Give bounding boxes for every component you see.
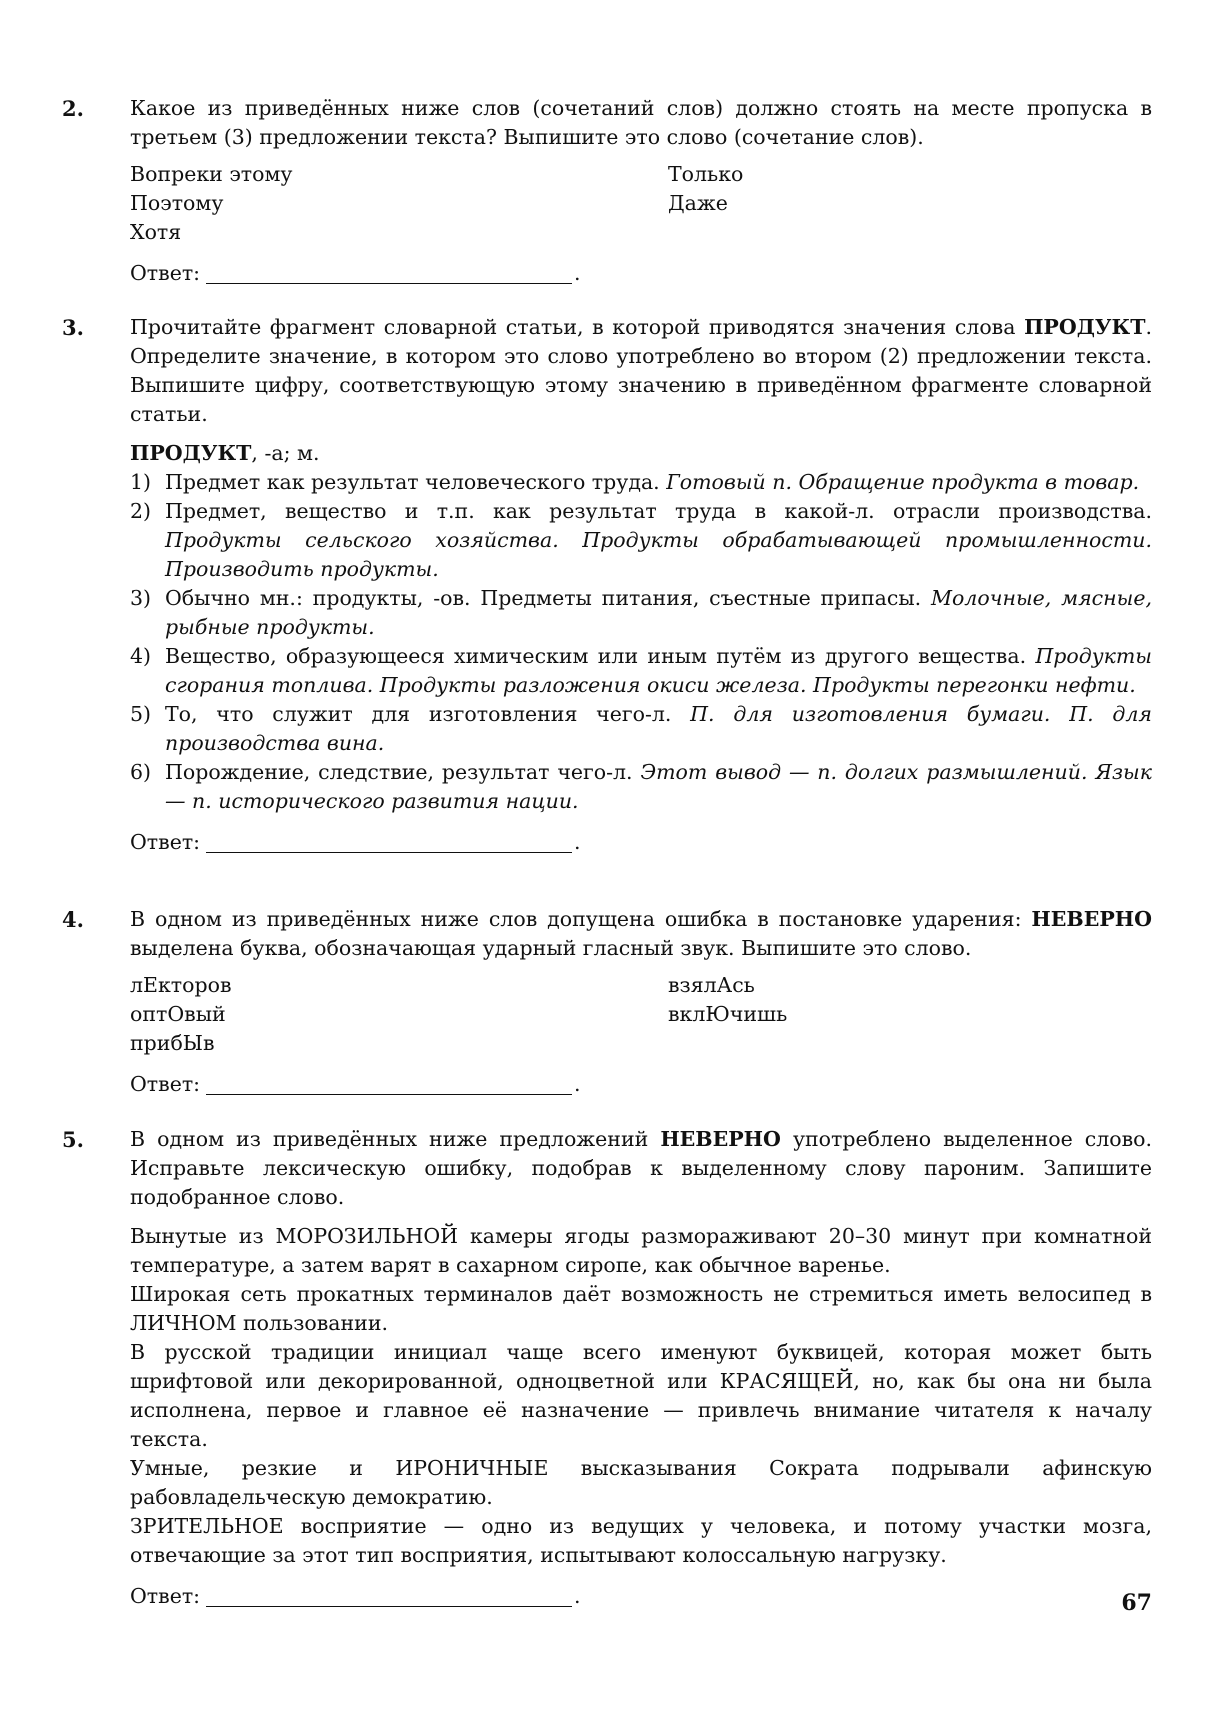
task-question: Какое из приведённых ниже слов (сочетаний слов) должно стоять на месте пропуска в третьем (3) предложении текста? Выпишите это слово (сочетание слов). (130, 96, 1152, 149)
answer-line[interactable] (206, 1606, 572, 1607)
sentence: Умные, резкие и ИРОНИЧНЫЕ высказывания Сократа подрывали афинскую рабовладельческую демократию. (130, 1456, 1152, 1509)
answer-line[interactable] (206, 1094, 572, 1095)
answer-field[interactable]: Ответ: . (130, 1072, 581, 1096)
answer-label: Ответ: (130, 261, 201, 285)
answer-label: Ответ: (130, 1584, 201, 1608)
option: вклЮчишь (668, 1002, 788, 1026)
answer-line[interactable] (206, 283, 572, 284)
task-question: В одном из приведённых ниже слов допущена ошибка в постановке ударения: НЕВЕРНО выделена буква, обозначающая ударный гласный звук. Выпишите это слово. (130, 907, 1152, 960)
answer-label: Ответ: (130, 830, 201, 854)
option: Хотя (130, 220, 182, 244)
definition-item: 3) Обычно мн.: продукты, -ов. Предметы питания, съестные припасы. Молочные, мясные, рыбные продукты. (130, 586, 1152, 639)
option: Поэтому (130, 191, 224, 215)
option: Вопреки этому (130, 162, 293, 186)
sentence: Широкая сеть прокатных терминалов даёт возможность не стремиться иметь велосипед в ЛИЧНОМ пользовании. (130, 1282, 1152, 1335)
page-number: 67 (1121, 1590, 1152, 1616)
answer-field[interactable]: Ответ: . (130, 1584, 581, 1608)
sentence: В русской традиции инициал чаще всего именуют буквицей, которая может быть шрифтовой или декорированной, одноцветной или КРАСЯЩЕЙ, но, как бы она ни была исполнена, первое и главное её назначение — привлечь внимание читателя к началу текста. (130, 1340, 1152, 1451)
options-list (130, 160, 1152, 247)
answer-label: Ответ: (130, 1072, 201, 1096)
option: прибЫв (130, 1031, 215, 1055)
sentence: Вынутые из МОРОЗИЛЬНОЙ камеры ягоды размораживают 20–30 минут при комнатной температуре, а затем варят в сахарном сиропе, как обычное варенье. (130, 1224, 1152, 1277)
definition-item: 6) Порождение, следствие, результат чего-л. Этот вывод — п. долгих размышлений. Язык — п. исторического развития нации. (130, 760, 1152, 813)
definition-item: 4) Вещество, образующееся химическим или иным путём из другого вещества. Продукты сгорания топлива. Продукты разложения окиси железа. Продукты перегонки нефти. (130, 644, 1152, 697)
definition-item: 1) Предмет как результат человеческого труда. Готовый п. Обращение продукта в товар. (130, 470, 1140, 494)
task-question: В одном из приведённых ниже предложений НЕВЕРНО употреблено выделенное слово. Исправьте лексическую ошибку, подобрав к выделенному слову пароним. Запишите подобранное слово. (130, 1127, 1152, 1209)
option: лЕкторов (130, 973, 232, 997)
sentence: ЗРИТЕЛЬНОЕ восприятие — одно из ведущих у человека, и потому участки мозга, отвечающие за этот тип восприятия, испытывают колоссальную нагрузку. (130, 1514, 1152, 1567)
options-list (130, 971, 1152, 1058)
task-number: 2. (62, 96, 84, 121)
definition-item: 2) Предмет, вещество и т.п. как результат труда в какой-л. отрасли производства. Продукты сельского хозяйства. Продукты обрабатывающей промышленности. Производить продукты. (130, 499, 1152, 581)
option: Только (668, 162, 744, 186)
answer-field[interactable]: Ответ: . (130, 261, 581, 285)
dictionary-headword: ПРОДУКТ, -а; м. (130, 441, 320, 465)
task-number: 5. (62, 1127, 84, 1152)
task-question: Прочитайте фрагмент словарной статьи, в которой приводятся значения слова ПРОДУКТ. Определите значение, в котором это слово употреблено во втором (2) предложении текста. Выпишите цифру, соответствующую этому значению в приведённом фрагменте словарной статьи. (130, 315, 1152, 426)
answer-line[interactable] (206, 852, 572, 853)
option: взялАсь (668, 973, 755, 997)
definition-item: 5) То, что служит для изготовления чего-л. П. для изготовления бумаги. П. для производства вина. (130, 702, 1152, 755)
option: Даже (668, 191, 728, 215)
task-number: 3. (62, 315, 84, 340)
option: оптОвый (130, 1002, 226, 1026)
answer-field[interactable]: Ответ: . (130, 830, 581, 854)
task-number: 4. (62, 907, 84, 932)
